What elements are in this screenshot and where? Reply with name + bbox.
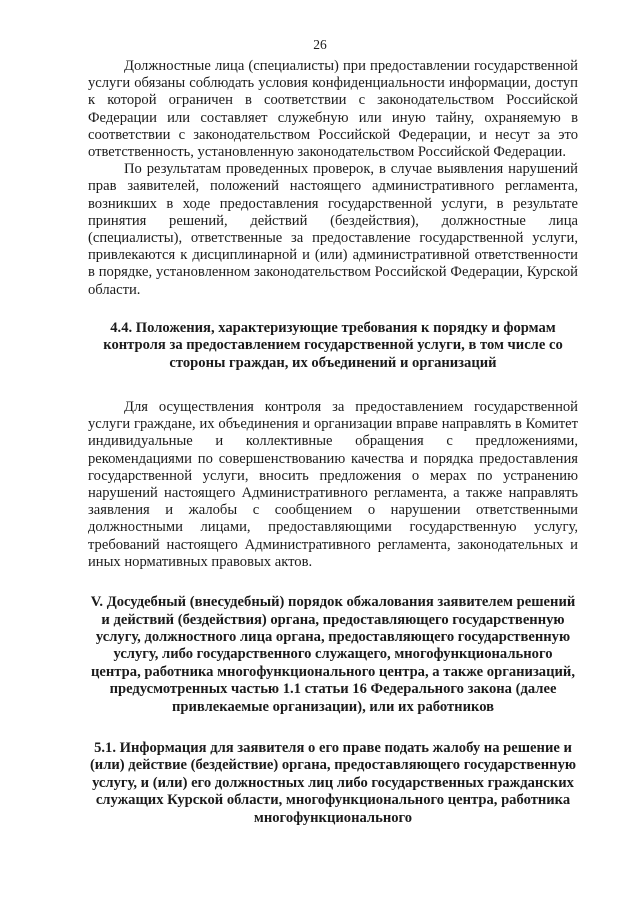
paragraph-citizen-control: Для осуществления контроля за предоставлением государственной услуги граждане, их объединения и организации вправе направлять в Комитет индивидуальные и коллективные обращения с предложениями, рекомендациями по совершенствованию качества и порядка предоставления государственной услуги, вносить предложения о мерах по устранению нарушений настоящего Административного регламента, а также направлять заявления и жалобы с сообщением о нарушении ответственными должностными лицами, предоставляющими государственную услугу, требований настоящего Административного регламента, законодательных и иных нормативных правовых актов. bbox=[88, 399, 578, 570]
page-number: 26 bbox=[313, 37, 327, 52]
section-heading-4-4: 4.4. Положения, характеризующие требования к порядку и формам контроля за предоставлением государственной услуги, в том числе со стороны граждан, их объединений и организаций bbox=[103, 319, 563, 371]
paragraph-liability: По результатам проведенных проверок, в случае выявления нарушений прав заявителей, положений настоящего административного регламента, возникших в ходе предоставления государственной услуги, в результате принятия решений, действий (бездействия), должностные лица (специалисты), ответственные за предоставление государственной услуги, привлекаются к дисциплинарной и (или) административной ответственности в порядке, установленном законодательством Российской Федерации, Курской области. bbox=[88, 161, 578, 298]
document-body bbox=[88, 58, 578, 827]
section-heading-v: V. Досудебный (внесудебный) порядок обжалования заявителем решений и действий (бездействия) органа, предоставляющего государственную услугу, должностного лица органа, предоставляющего государственную услугу, либо государственного служащего, многофункционального центра, работника многофункционального центра, а также организаций, предусмотренных частью 1.1 статьи 16 Федерального закона (далее привлекаемые организации), или их работников bbox=[90, 594, 576, 715]
paragraph-confidentiality: Должностные лица (специалисты) при предоставлении государственной услуги обязаны соблюдать условия конфиденциальности информации, доступ к которой ограничен в соответствии с законодательством Российской Федерации или составляет служебную или иную тайну, охраняемую в соответствии с законодательством Российской Федерации, и несут за это ответственность, установленную законодательством Российской Федерации. bbox=[88, 58, 578, 161]
section-heading-5-1: 5.1. Информация для заявителя о его праве подать жалобу на решение и (или) действие (бездействие) органа, предоставляющего государственную услугу, и (или) его должностных лиц либо государственных гражданских служащих Курской области, многофункционального центра, работника многофункционального bbox=[89, 739, 577, 826]
